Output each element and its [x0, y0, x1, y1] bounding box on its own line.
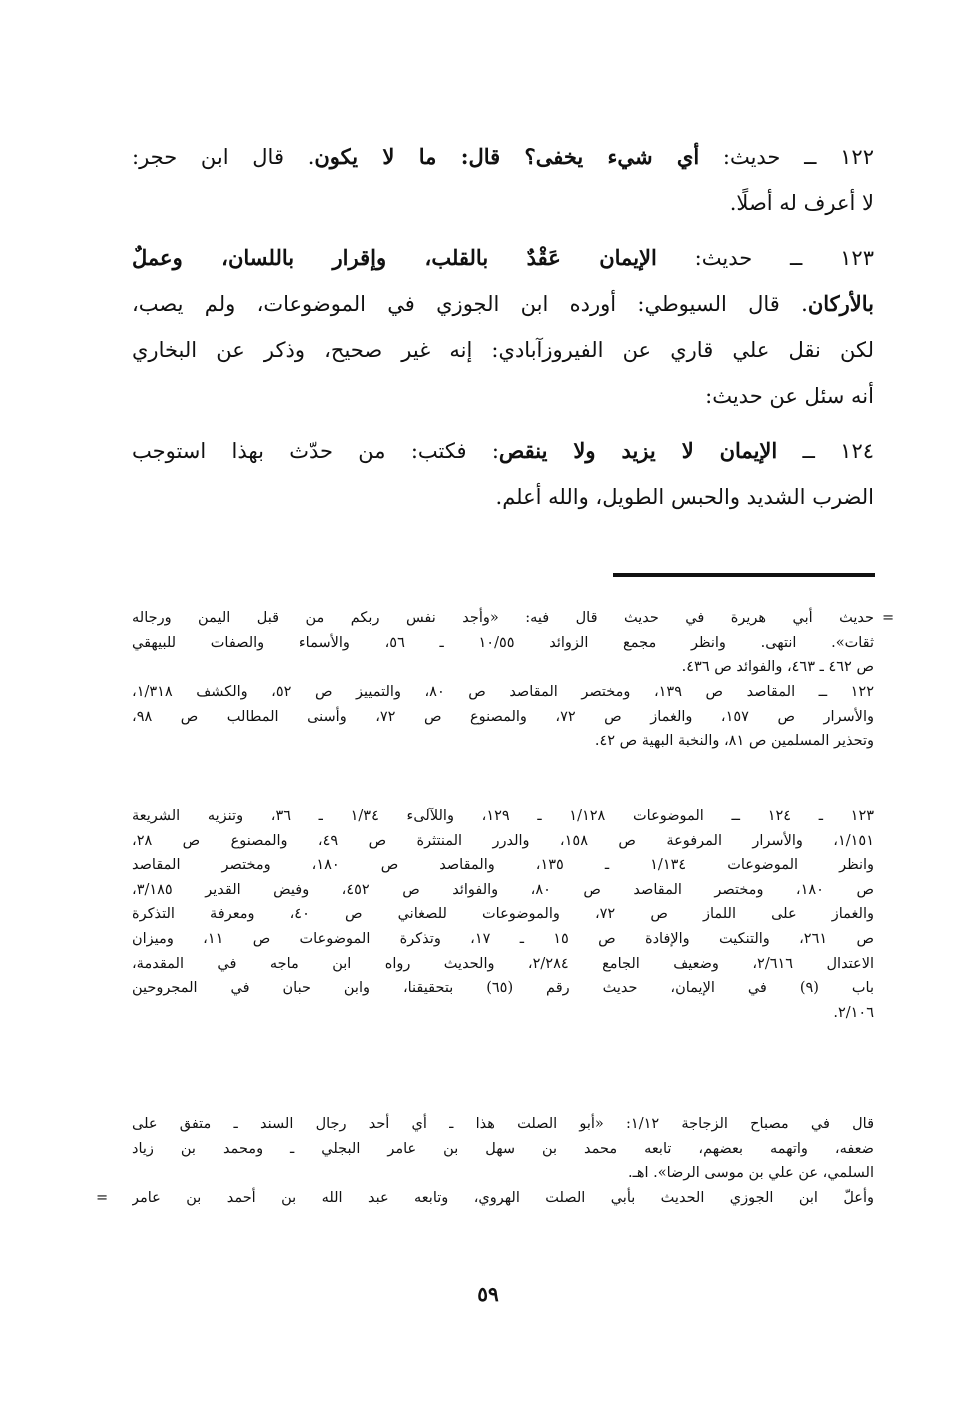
footnote-line: حديث أبي هريرة في حديث قال فيه: «وأجد نفس ربكم من قبل اليمن ورجاله: [132, 610, 874, 626]
entry-123: [132, 235, 874, 419]
hadith-text: الإيمان عَقْدٌ بالقلب، وإقرار باللسان، وعملٌ: [132, 245, 657, 270]
entry-122: [132, 134, 874, 226]
footnote-paragraph: [132, 1112, 874, 1210]
entry-123-line-3: لكن نقل علي قاري عن الفيروزآبادي: إنه غير صحيح، وذكر عن البخاري: [132, 338, 874, 362]
footnote-line: باب (٩) في الإيمان، حديث رقم (٦٥) بتحقيقنا، وابن حبان في المجروحين: [132, 980, 874, 997]
entry-124: [132, 428, 874, 520]
footnote-line: وأعلّ ابن الجوزي الحديث بأبي الصلت الهروي، وتابعه عبد الله بن أحمد بن عامر: [132, 1189, 874, 1206]
entry-123-line-4: أنه سئل عن حديث:: [705, 384, 874, 408]
continuation-marker: =: [882, 610, 895, 626]
commentary-text: . قال ابن حجر:: [132, 145, 315, 169]
footnote-line: قال في مصباح الزجاجة ١/١٢: «أبو الصلت هذا ـ أي أحد رجال السند ـ متفق على: [132, 1116, 874, 1132]
hadith-text: بالأركان: [807, 291, 874, 316]
entry-123-line-1: [132, 235, 874, 281]
footnote-line: ٢/١٠٦.: [833, 1004, 874, 1021]
footnote-122: [132, 680, 874, 754]
footnote-continued: [132, 606, 874, 680]
commentary-text: : فكتب: من حدّث بهذا استوجب: [132, 439, 499, 463]
footnote-line: ١٢٣ ـ ١٢٤ ــ الموضوعات ١/١٢٨ ـ ١٢٩، واللآلىء ١/٣٤ ـ ٣٦، وتنزيه الشريعة: [132, 808, 874, 824]
entry-122-line-2: لا أعرف له أصلًا.: [729, 191, 874, 215]
commentary-text: . قال السيوطي: أورده ابن الجوزي في الموضوعات، ولم يصب،: [132, 292, 808, 316]
page-number: ٥٩: [477, 1282, 499, 1306]
hadith-text: أي شيء يخفى؟ قال: ما لا يكون: [314, 144, 700, 169]
footnote-line: السلمي، عن علي بن موسى الرضا». اهـ.: [628, 1165, 874, 1182]
footnote-separator: [613, 573, 875, 577]
entry-123-line-2: [132, 281, 874, 327]
hadith-text: الإيمان لا يزيد ولا ينقص: [498, 438, 778, 463]
footnote-line: والغماز على اللماز ص ٧٢، والموضوعات للصغاني ص ٤٠، ومعرفة التذكرة: [132, 906, 874, 923]
footnote-line: ص ١٨٠، ومختصر المقاصد ص ٨٠، والفوائد ص ٤٥٢، وفيض القدير ٣/١٨٥،: [132, 881, 874, 898]
footnote-line: الاعتدال ٢/٦١٦، وضعيف الجامع ٢/٢٨٤، والحديث رواه ابن ماجه في المقدمة،: [132, 955, 874, 972]
footnote-line: ١٢٢ ــ المقاصد ص ١٣٩، ومختصر المقاصد ص ٨٠، والتمييز ص ٥٢، والكشف ١/٣١٨،: [132, 684, 874, 700]
footnote-line: ص ٤٦٢ ـ ٤٦٣، والفوائد ص ٤٣٦.: [681, 659, 874, 676]
footnote-line: وانظر الموضوعات ١/١٣٤ ـ ١٣٥، والمقاصد ص ١٨٠، ومختصر المقاصد: [132, 857, 874, 874]
footnote-123-124: [132, 804, 874, 1025]
entry-number: ١٢٣ ــ حديث:: [656, 246, 874, 270]
continuation-marker: =: [96, 1190, 109, 1206]
footnote-line: ضعفه، واتهمه بعضهم، تابعه محمد بن سهل بن عامر البجلي ـ ومحمد بن زياد: [132, 1140, 874, 1157]
footnote-line: ١/١٥١، والأسرار المرفوعة ص ١٥٨، والدرر المنتثرة ص ٤٩، والمصنوع ص ٢٨،: [132, 832, 874, 849]
entry-number: ١٢٢ ــ حديث:: [699, 145, 874, 169]
footnote-line: والأسرار ص ١٥٧، والغماز ص ٧٢، والمصنوع ص ٧٢، وأسنى المطالب ص ٩٨،: [132, 708, 874, 725]
entry-122-line-1: [132, 134, 874, 180]
entry-number: ١٢٤ ــ: [777, 439, 874, 463]
footnote-line: ص ٢٦١، والتنكيت والإفادة ص ١٥ ـ ١٧، وتذكرة الموضوعات ص ١١، وميزان: [132, 930, 874, 947]
entry-124-line-2: الضرب الشديد والحبس الطويل، والله أعلم.: [495, 485, 874, 509]
footnote-line: ثقات». انتهى. وانظر مجمع الزوائد ١٠/٥٥ ـ ٥٦، والأسماء والصفات للبيهقي: [132, 634, 874, 651]
entry-124-line-1: [132, 428, 874, 474]
footnote-line: وتحذير المسلمين ص ٨١، والنخبة البهية ص ٤٢.: [594, 733, 874, 750]
